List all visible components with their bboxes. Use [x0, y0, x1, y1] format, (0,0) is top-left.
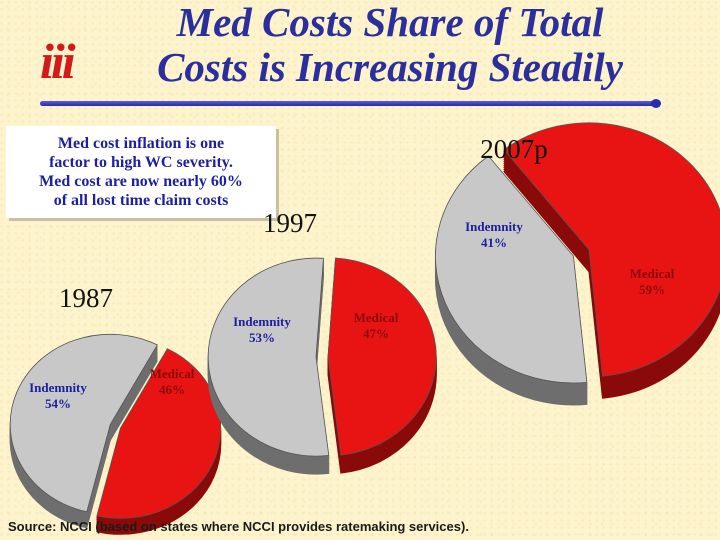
slice-label-medical: Medical 46% [149, 366, 195, 397]
slice-label-indemnity: Indemnity 41% [465, 219, 523, 250]
title-line-2: Costs is Increasing Steadily [157, 44, 623, 90]
source-note: Source: NCCI (based on states where NCCI provides ratemaking services). [8, 519, 469, 534]
pie-1997 [208, 258, 436, 474]
year-label-1997: 1997 [263, 208, 317, 238]
year-label-1987: 1987 [59, 283, 113, 313]
slice-label-medical: Medical 59% [629, 266, 675, 297]
year-label-2007p: 2007p [480, 134, 548, 164]
note-line-1: Med cost inflation is one [57, 135, 225, 152]
note-line-2: factor to high WC severity. [49, 154, 233, 171]
pie-2007p [435, 123, 720, 405]
slice-label-medical: Medical 47% [353, 310, 399, 341]
slice-label-indemnity: Indemnity 53% [233, 314, 291, 345]
note-line-3: Med cost are now nearly 60% [39, 173, 243, 190]
note-line-4: of all lost time claim costs [53, 192, 229, 209]
iii-logo: iii [40, 33, 73, 89]
title-line-1: Med Costs Share of Total [176, 0, 604, 45]
slice-label-indemnity: Indemnity 54% [29, 380, 87, 411]
pie-1987 [10, 334, 220, 534]
